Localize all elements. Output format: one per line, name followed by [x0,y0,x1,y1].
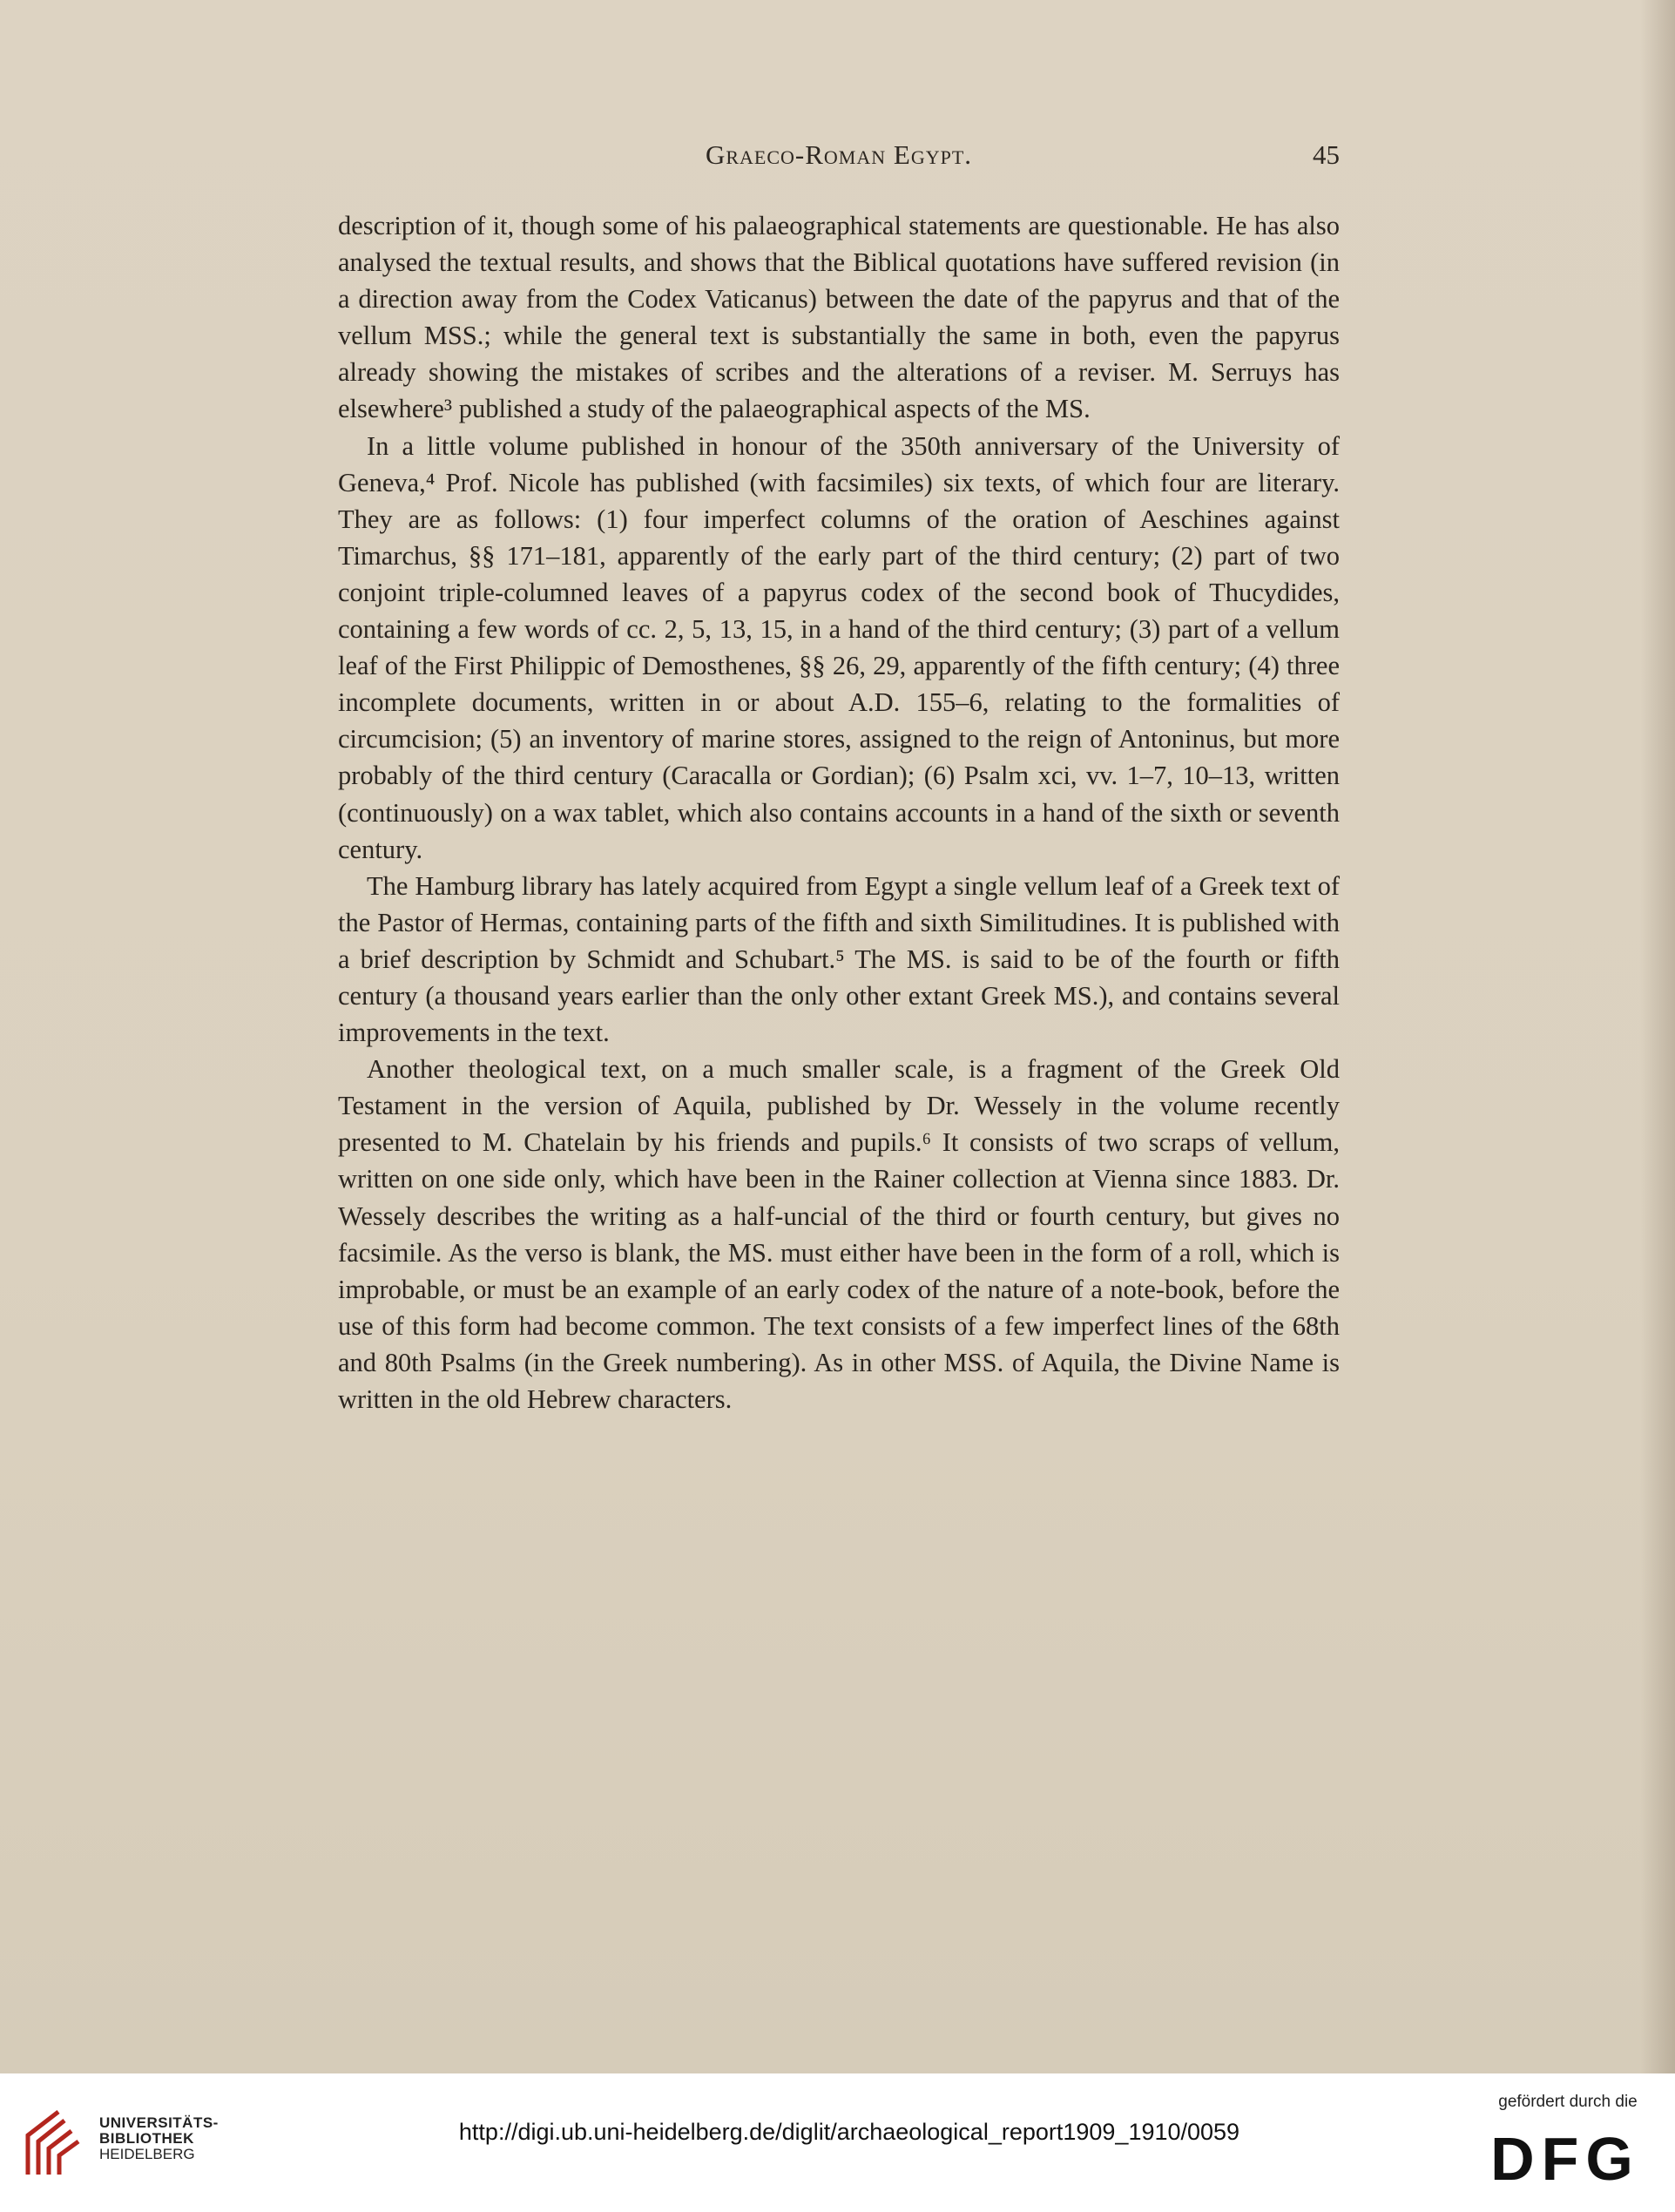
running-head [338,139,1340,183]
library-name-line-3: HEIDELBERG [99,2146,195,2162]
paragraph-4: Another theological text, on a much smaller scale, is a fragment of the Greek Old Testament in the version of Aquila, published by Dr. Wessely in the volume recently presented to M. Chatelain by his friends and pupils.⁶ It consists of two scraps of vellum, written on one side only, which have been in the Rainer collection at Vienna since 1883. Dr. Wessely describes the writing as a half-uncial of the third or fourth century, but gives no facsimile. As the verso is blank, the MS. must either have been in the form of a roll, which is improbable, or must be an example of an early codex of the nature of a note-book, before the use of this form had become common. The text consists of a few imperfect lines of the 68th and 80th Psalms (in the Greek numbering). As in other MSS. of Aquila, the Divine Name is written in the old Hebrew characters. [338,1054,1340,1414]
dfg-logo: DFG [1490,2125,1640,2193]
running-head-title: Graeco-Roman Egypt. [705,139,973,170]
university-library-logo-icon [19,2105,98,2183]
viewer-footer [0,2073,1675,2212]
library-name-line-2: BIBLIOTHEK [99,2130,194,2147]
page-number: 45 [1313,139,1340,170]
library-name-line-1: UNIVERSITÄTS- [99,2114,219,2131]
paragraph-2: In a little volume published in honour of the 350th anniversary of the University of Geneva,⁴ Prof. Nicole has published (with facsimiles) six texts, of which four are literary. They are as follows: (1) four imperfect columns of the oration of Aeschines against Timarchus, §§ 171–181, apparently of the early part of the third century; (2) part of two conjoint triple-columned leaves of a papyrus codex of the second book of Thucydides, containing a few words of cc. 2, 5, 13, 15, in a hand of the third century; (3) part of a vellum leaf of the First Philippic of Demosthenes, §§ 26, 29, apparently of the fifth century; (4) three incomplete documents, written in or about A.D. 155–6, relating to the formalities of circumcision; (5) an inventory of marine stores, assigned to the reign of Antoninus, but more probably of the third century (Caracalla or Gordian); (6) Psalm xci, vv. 1–7, 10–13, written (continuously) on a wax tablet, which also contains accounts in a hand of the sixth or seventh century. [338,430,1340,864]
paragraph-1: description of it, though some of his palaeographical statements are questionable. He has also analysed the textual results, and shows that the Biblical quotations have suffered revision (in a direction away from the Codex Vaticanus) between the date of the papyrus and that of the vellum MSS.; while the general text is substantially the same in both, even the papyrus already showing the mistakes of scribes and the alterations of a reviser. M. Serruys has elsewhere³ published a study of the palaeographical aspects of the MS. [338,211,1340,424]
university-library-name [99,2115,274,2162]
permalink-url[interactable]: http://digi.ub.uni-heidelberg.de/diglit/archaeological_report1909_1910/0059 [458,2119,1240,2145]
funding-caption: gefördert durch die [1498,2093,1638,2111]
paragraph-3: The Hamburg library has lately acquired from Egypt a single vellum leaf of a Greek text of the Pastor of Hermas, containing parts of the fifth and sixth Similitudines. It is published with a brief description by Schmidt and Schubart.⁵ The MS. is said to be of the fourth or fifth century (a thousand years earlier than the only other extant Greek MS.), and contains several improvements in the text. [338,870,1340,1048]
body-text [338,207,1340,1417]
